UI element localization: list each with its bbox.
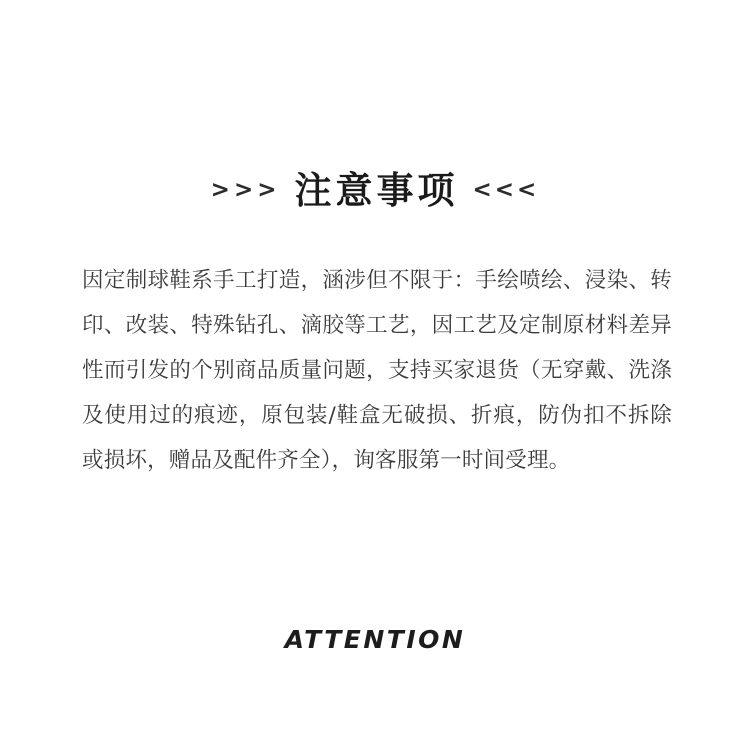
footer-label: ATTENTION: [284, 625, 466, 654]
heading-title-text: 注意事项: [294, 169, 459, 212]
left-chevron-icon: >>>: [210, 177, 281, 203]
page-title: [0, 169, 750, 212]
notice-paragraph: 因定制球鞋系手工打造，涵涉但不限于：手绘喷绘、浸染、转印、改装、特殊钻孔、滴胶等工艺，因工艺及定制原材料差异性而引发的个别商品质量问题，支持买家退货（无穿戴、洗涤及使用过的痕迹，原包装/鞋盒无破损、折痕，防伪扣不拆除或损坏，赠品及配件齐全），询客服第一时间受理。: [82, 268, 672, 473]
right-chevron-icon: <<<: [472, 177, 540, 203]
